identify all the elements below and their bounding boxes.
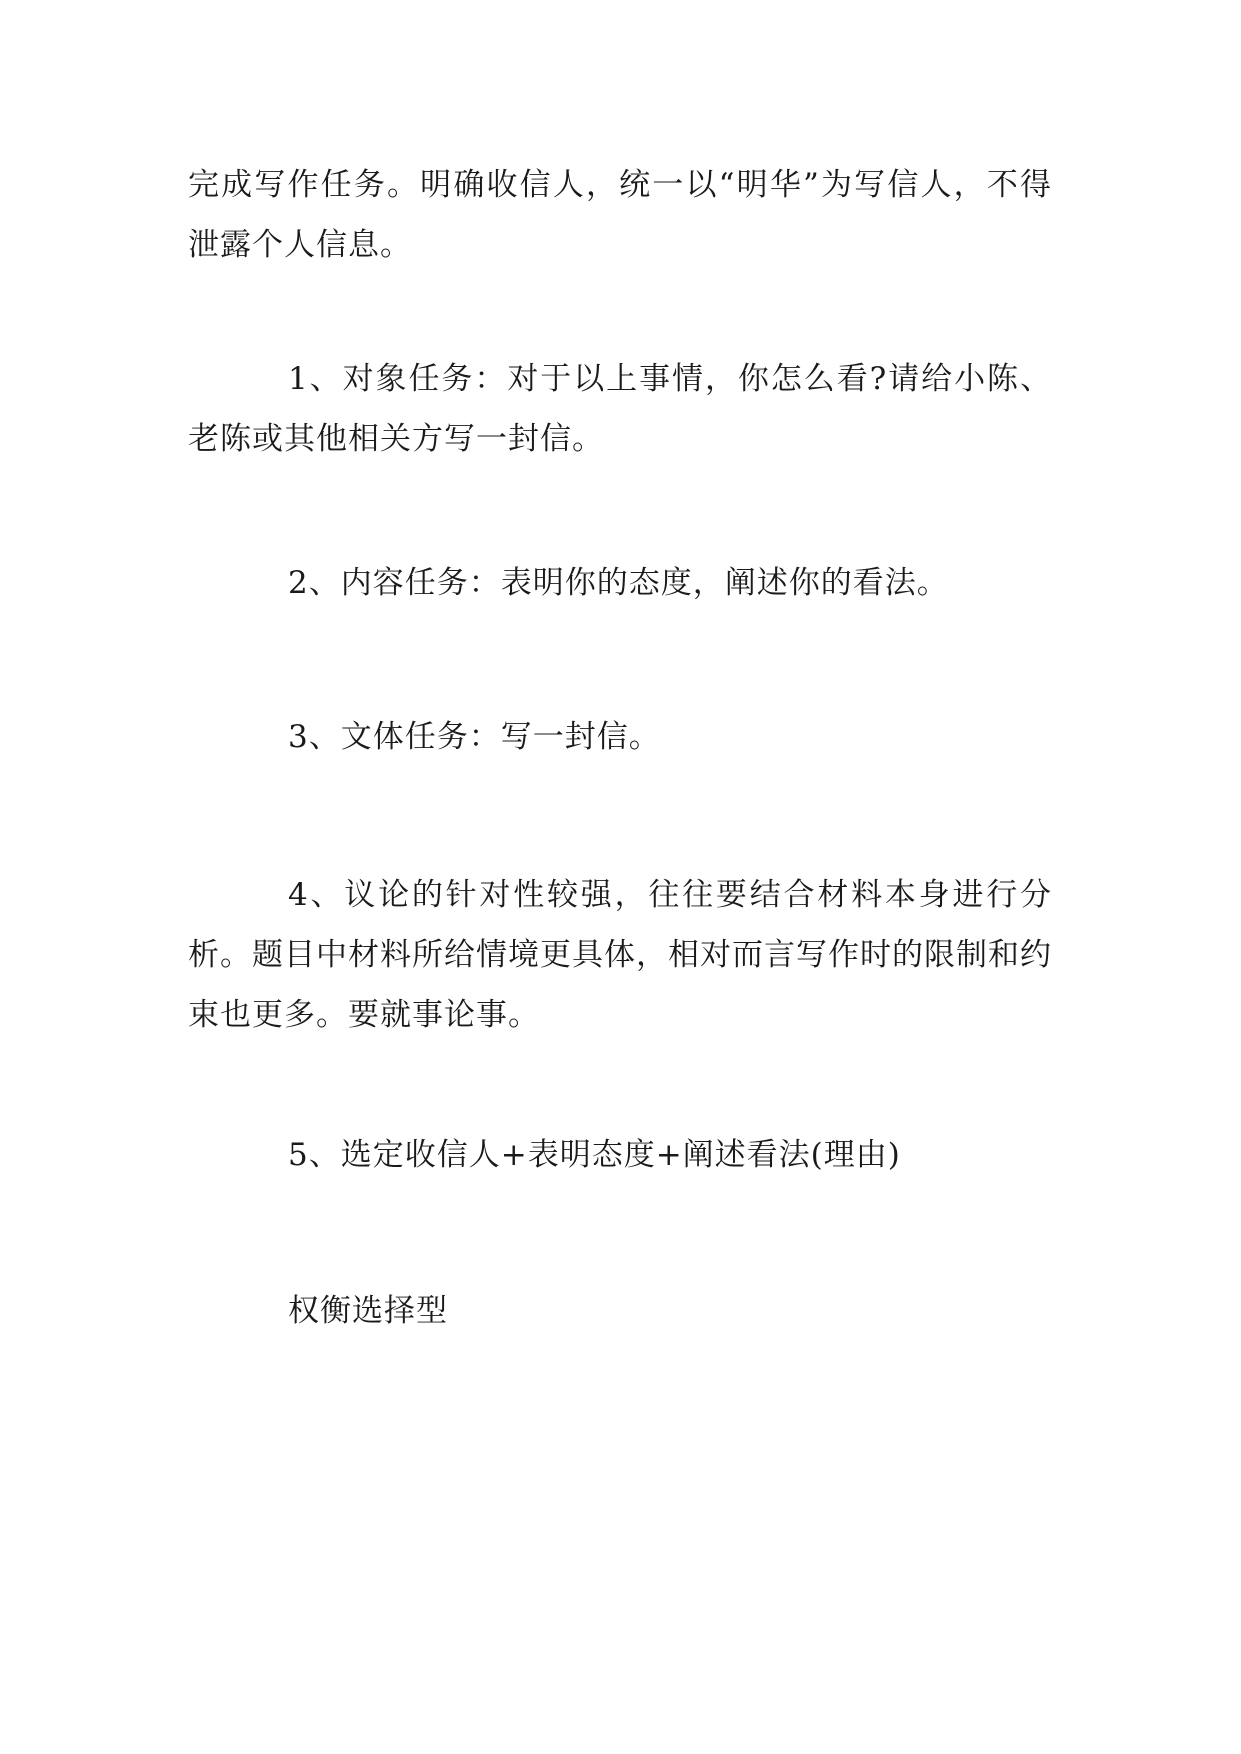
paragraph-section-heading: 权衡选择型	[288, 1293, 448, 1329]
paragraph-style-task: 3、文体任务：写一封信。	[288, 719, 661, 755]
paragraph-writing-requirements: 完成写作任务。明确收信人，统一以“明华”为写信人，不得泄露个人信息。	[188, 167, 1052, 263]
paragraph-content-task: 2、内容任务：表明你的态度，阐述你的看法。	[288, 565, 949, 601]
paragraph-structure-formula: 5、选定收信人+表明态度+阐述看法(理由)	[288, 1137, 901, 1173]
paragraph-argument-notes: 4、议论的针对性较强，往往要结合材料本身进行分析。题目中材料所给情境更具体，相对而言写作时的限制和约束也更多。要就事论事。	[188, 877, 1052, 1033]
paragraph-object-task: 1、对象任务：对于以上事情，你怎么看?请给小陈、老陈或其他相关方写一封信。	[188, 361, 1052, 457]
